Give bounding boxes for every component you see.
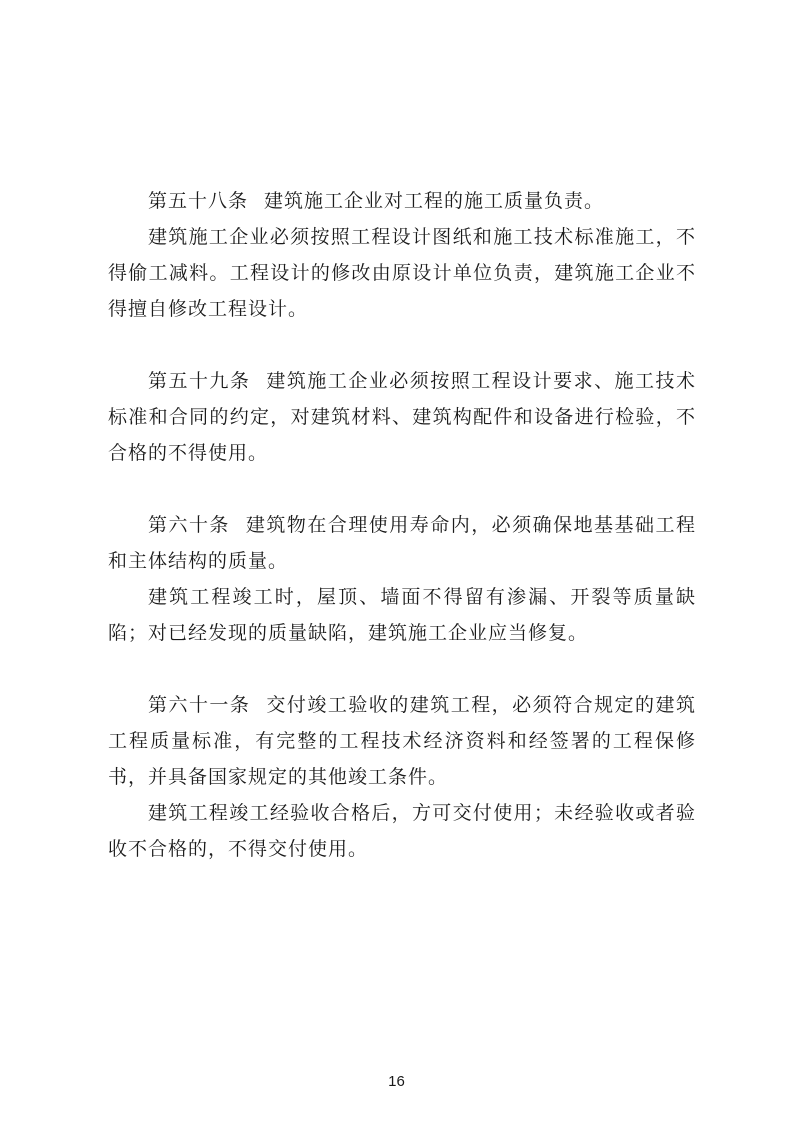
article-58 bbox=[108, 183, 696, 327]
article-paragraph bbox=[108, 363, 696, 471]
article-text: 建筑物在合理使用寿命内，必须确保地基基础工程和主体结构的质量。 bbox=[108, 514, 696, 572]
article-paragraph bbox=[108, 687, 696, 795]
article-paragraph: 建筑工程竣工经验收合格后，方可交付使用；未经验收或者验收不合格的，不得交付使用。 bbox=[108, 802, 696, 860]
article-number: 第五十八条 bbox=[148, 190, 249, 212]
article-59 bbox=[108, 363, 696, 471]
article-paragraph: 建筑施工企业必须按照工程设计图纸和施工技术标准施工，不得偷工减料。工程设计的修改由原设计单位负责，建筑施工企业不得擅自修改工程设计。 bbox=[108, 226, 696, 320]
article-text: 建筑施工企业对工程的施工质量负责。 bbox=[264, 190, 605, 212]
article-number: 第五十九条 bbox=[148, 370, 251, 392]
article-text: 交付竣工验收的建筑工程，必须符合规定的建筑工程质量标准，有完整的工程技术经济资料和经签署的工程保修书，并具备国家规定的其他竣工条件。 bbox=[108, 694, 696, 788]
article-number: 第六十条 bbox=[148, 514, 230, 536]
article-61 bbox=[108, 687, 696, 867]
page-number: 16 bbox=[388, 1073, 405, 1090]
article-number: 第六十一条 bbox=[148, 694, 251, 716]
article-text: 建筑施工企业必须按照工程设计要求、施工技术标准和合同的约定，对建筑材料、建筑构配件和设备进行检验，不合格的不得使用。 bbox=[108, 370, 696, 464]
document-body bbox=[108, 183, 696, 867]
article-paragraph bbox=[108, 507, 696, 579]
article-60 bbox=[108, 507, 696, 651]
article-paragraph bbox=[108, 183, 696, 219]
article-paragraph: 建筑工程竣工时，屋顶、墙面不得留有渗漏、开裂等质量缺陷；对已经发现的质量缺陷，建筑施工企业应当修复。 bbox=[108, 586, 696, 644]
